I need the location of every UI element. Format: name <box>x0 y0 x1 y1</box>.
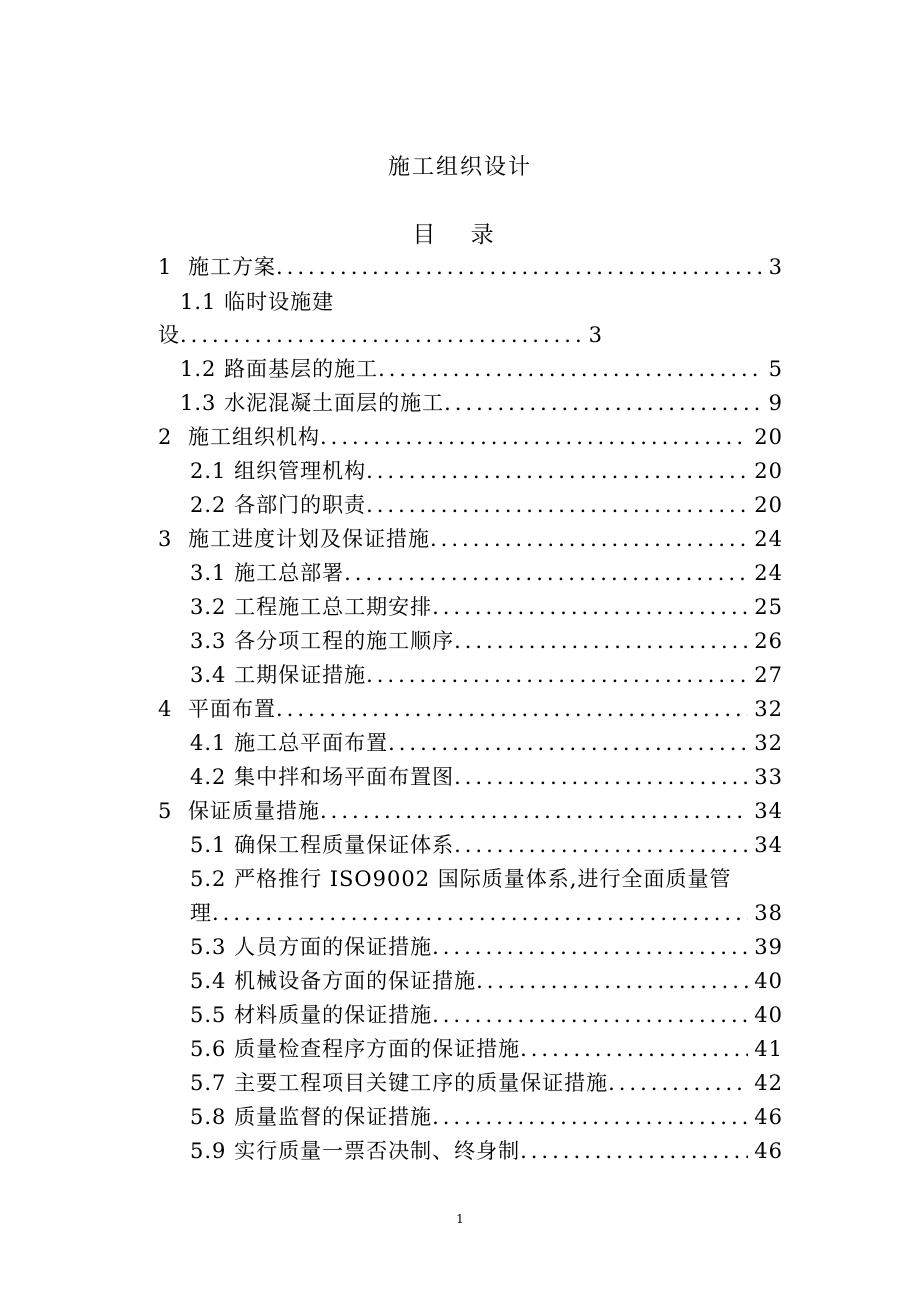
toc-leader-dots <box>454 760 748 794</box>
toc-entry-label: 平面布置 <box>188 697 276 721</box>
toc-entry-label: 3.3 各分项工程的施工顺序 <box>190 629 455 653</box>
toc-leader-dots <box>276 692 748 726</box>
toc-entry-page: 25 <box>754 595 783 619</box>
toc-leader-dots <box>454 828 748 862</box>
toc-leader-dots <box>430 522 748 556</box>
toc-entry-1-3[interactable] <box>180 386 783 420</box>
toc-entry-page: 34 <box>754 799 783 823</box>
toc-entry-label: 5.7 主要工程项目关键工序的质量保证措施 <box>190 1071 609 1095</box>
toc-entry-label: 3.4 工期保证措施 <box>190 663 367 687</box>
toc-entry-page: 27 <box>754 663 783 687</box>
toc-entry-page: 46 <box>754 1139 783 1163</box>
toc-leader-dots <box>366 658 748 692</box>
toc-entry-1-2[interactable] <box>180 352 783 386</box>
toc-leader-dots <box>444 386 763 420</box>
toc-entry-5-9[interactable] <box>190 1134 783 1168</box>
toc-entry-label: 1.2 路面基层的施工 <box>180 357 379 381</box>
toc-entry-label: 4.1 施工总平面布置 <box>190 731 389 755</box>
toc-leader-dots <box>366 488 748 522</box>
toc-entry-number: 5 <box>158 799 173 823</box>
page-number: 1 <box>456 1212 464 1226</box>
toc-entry-page: 3 <box>588 323 603 347</box>
toc-entry-page: 38 <box>754 901 783 925</box>
toc-entry-4-2[interactable] <box>190 760 783 794</box>
toc-entry-5-3[interactable] <box>190 930 783 964</box>
toc-entry-page: 9 <box>768 391 783 415</box>
toc-entry-number: 4 <box>158 697 173 721</box>
toc-entry-label: 5.8 质量监督的保证措施 <box>190 1105 433 1129</box>
toc-entry-label: 2.2 各部门的职责 <box>190 493 367 517</box>
toc-entry-page: 32 <box>754 731 783 755</box>
toc-entry-1[interactable] <box>158 250 783 284</box>
toc-entry-label: 施工进度计划及保证措施 <box>188 527 430 551</box>
toc-entry-5-2-line1[interactable]: 5.2 严格推行 ISO9002 国际质量体系,进行全面质量管 <box>190 867 732 891</box>
toc-entry-page: 46 <box>754 1105 783 1129</box>
toc-leader-dots <box>344 556 748 590</box>
toc-entry-page: 24 <box>754 561 783 585</box>
toc-entry-3[interactable] <box>158 522 783 556</box>
toc-entry-label: 3.1 施工总部署 <box>190 561 345 585</box>
toc-leader-dots <box>378 352 763 386</box>
toc-entry-5-4[interactable] <box>190 964 783 998</box>
page-title: 施工组织设计 <box>387 155 532 180</box>
toc-entry-label: 5.4 机械设备方面的保证措施 <box>190 969 477 993</box>
toc-leader-dots <box>432 1100 748 1134</box>
toc-leader-dots <box>476 964 748 998</box>
toc-entry-5-5[interactable] <box>190 998 783 1032</box>
toc-entry-page: 33 <box>754 765 783 789</box>
toc-entry-page: 5 <box>768 357 783 381</box>
toc-entry-page: 40 <box>754 1003 783 1027</box>
toc-entry-label: 4.2 集中拌和场平面布置图 <box>190 765 455 789</box>
toc-entry-5-7[interactable] <box>190 1066 783 1100</box>
toc-entry-2-2[interactable] <box>190 488 783 522</box>
toc-entry-label: 保证质量措施 <box>188 799 320 823</box>
toc-entry-label: 5.6 质量检查程序方面的保证措施 <box>190 1037 521 1061</box>
toc-entry-5-8[interactable] <box>190 1100 783 1134</box>
toc-entry-page: 42 <box>754 1071 783 1095</box>
toc-entry-4-1[interactable] <box>190 726 783 760</box>
toc-leader-dots <box>320 420 748 454</box>
toc-leader-dots <box>366 454 748 488</box>
toc-entry-5[interactable] <box>158 794 783 828</box>
toc-leader-dots <box>276 250 763 284</box>
toc-entry-4[interactable] <box>158 692 783 726</box>
toc-entry-number: 2 <box>158 425 173 449</box>
toc-entry-3-3[interactable] <box>190 624 783 658</box>
toc-leader-dots <box>388 726 748 760</box>
toc-leader-dots <box>212 896 748 930</box>
toc-heading: 目 录 <box>412 222 508 248</box>
toc-entry-page: 41 <box>754 1037 783 1061</box>
toc-entry-label: 3.2 工程施工总工期安排 <box>190 595 433 619</box>
toc-leader-dots <box>608 1066 748 1100</box>
toc-leader-dots <box>520 1032 748 1066</box>
toc-entry-2-1[interactable] <box>190 454 783 488</box>
toc-leader-dots <box>520 1134 748 1168</box>
toc-leader-dots <box>180 318 583 352</box>
toc-entry-page: 40 <box>754 969 783 993</box>
toc-entry-page: 3 <box>768 255 783 279</box>
toc-entry-1-1-line1[interactable]: 1.1 临时设施建 <box>180 290 335 314</box>
toc-leader-dots <box>432 930 748 964</box>
toc-entry-number: 3 <box>158 527 173 551</box>
toc-entry-1-1[interactable] <box>158 318 603 352</box>
toc-entry-label: 施工方案 <box>188 255 276 279</box>
toc-entry-5-2[interactable] <box>190 896 783 930</box>
toc-leader-dots <box>320 794 748 828</box>
toc-entry-5-6[interactable] <box>190 1032 783 1066</box>
toc-entry-label: 5.9 实行质量一票否决制、终身制 <box>190 1139 521 1163</box>
toc-entry-3-2[interactable] <box>190 590 783 624</box>
toc-entry-5-1[interactable] <box>190 828 783 862</box>
toc-entry-label: 5.5 材料质量的保证措施 <box>190 1003 433 1027</box>
toc-entry-page: 39 <box>754 935 783 959</box>
toc-entry-label: 施工组织机构 <box>188 425 320 449</box>
toc-entry-3-4[interactable] <box>190 658 783 692</box>
toc-entry-page: 20 <box>754 493 783 517</box>
toc-leader-dots <box>432 998 748 1032</box>
toc-entry-label: 5.1 确保工程质量保证体系 <box>190 833 455 857</box>
toc-entry-page: 24 <box>754 527 783 551</box>
toc-entry-number: 1 <box>158 255 173 279</box>
toc-entry-3-1[interactable] <box>190 556 783 590</box>
toc-entry-label: 理 <box>190 901 212 925</box>
toc-entry-page: 26 <box>754 629 783 653</box>
toc-entry-label: 2.1 组织管理机构 <box>190 459 367 483</box>
toc-entry-2[interactable] <box>158 420 783 454</box>
toc-leader-dots <box>432 590 748 624</box>
toc-leader-dots <box>454 624 748 658</box>
toc-entry-page: 34 <box>754 833 783 857</box>
toc-entry-label: 5.3 人员方面的保证措施 <box>190 935 433 959</box>
toc-entry-page: 20 <box>754 459 783 483</box>
toc-entry-label: 设 <box>158 323 180 347</box>
toc-entry-page: 32 <box>754 697 783 721</box>
toc-entry-label: 1.3 水泥混凝土面层的施工 <box>180 391 445 415</box>
toc-entry-page: 20 <box>754 425 783 449</box>
